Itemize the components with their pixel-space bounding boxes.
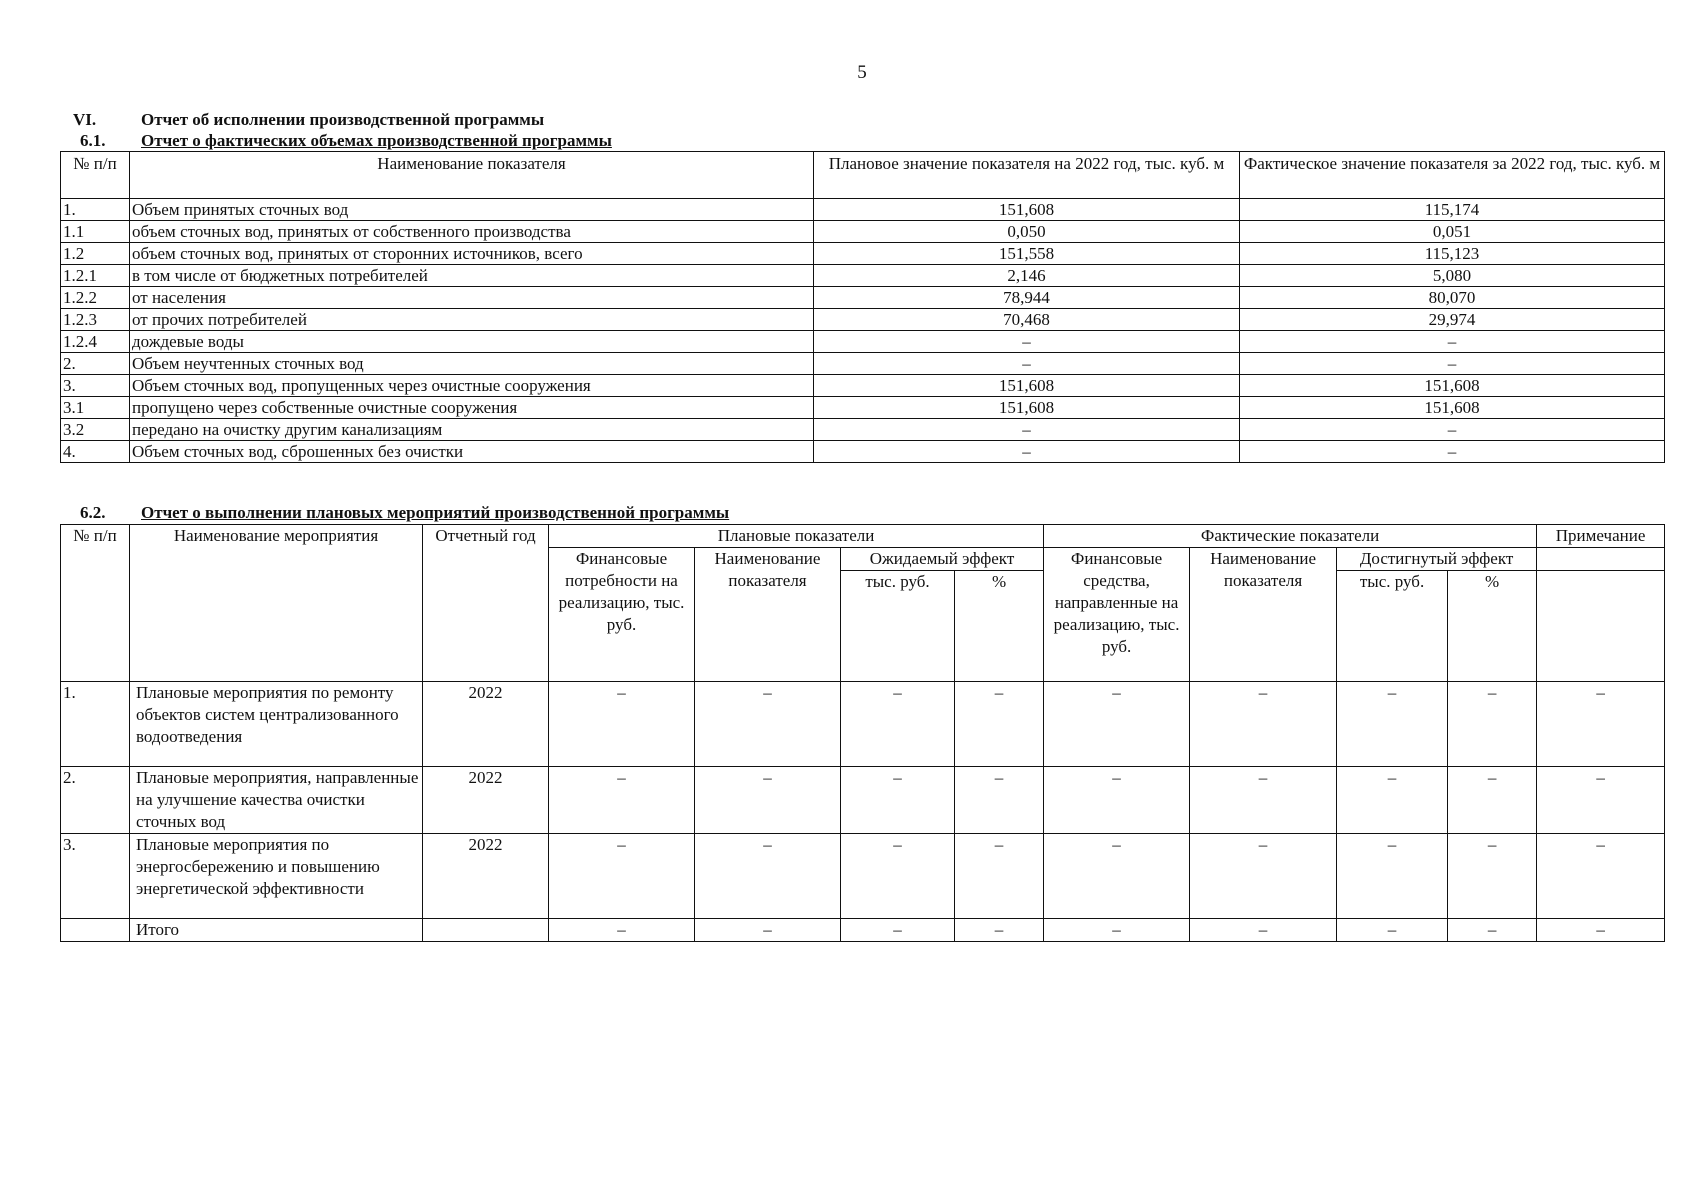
table-row bbox=[61, 834, 1665, 919]
actual-value: 151,608 bbox=[1240, 397, 1665, 419]
row-number: 1.1 bbox=[61, 221, 130, 243]
actual-value: 0,051 bbox=[1240, 221, 1665, 243]
section-number: VI. bbox=[73, 110, 97, 129]
planned-financing: – bbox=[549, 919, 695, 942]
subsection-title: Отчет о фактических объемах производственной программы bbox=[141, 131, 612, 150]
indicator-name: Объем сточных вод, пропущенных через очистные сооружения bbox=[130, 375, 814, 397]
indicator-name: пропущено через собственные очистные сооружения bbox=[130, 397, 814, 419]
row-number: 3. bbox=[61, 375, 130, 397]
actual-volumes-table bbox=[60, 151, 1665, 463]
table-row bbox=[61, 353, 1665, 375]
actual-financing: – bbox=[1044, 834, 1190, 919]
header-num: № п/п bbox=[61, 152, 130, 199]
planned-indicator-name: – bbox=[695, 767, 841, 834]
table-row bbox=[61, 767, 1665, 834]
plan-value: – bbox=[814, 441, 1240, 463]
expected-effect-pct: – bbox=[955, 767, 1044, 834]
plan-value: 78,944 bbox=[814, 287, 1240, 309]
header-actual-indicator-name: Наименование показателя bbox=[1190, 548, 1337, 682]
indicator-name: передано на очистку другим канализациям bbox=[130, 419, 814, 441]
header-actual-financing: Финансовые средства, направленные на реализацию, тыс. руб. bbox=[1044, 548, 1190, 682]
report-year: 2022 bbox=[423, 767, 549, 834]
indicator-name: от населения bbox=[130, 287, 814, 309]
indicator-name: объем сточных вод, принятых от собственного производства bbox=[130, 221, 814, 243]
section-title: Отчет об исполнении производственной программы bbox=[141, 110, 545, 129]
actual-indicator-name: – bbox=[1190, 767, 1337, 834]
header-expected-pct: % bbox=[955, 571, 1044, 682]
planned-financing: – bbox=[549, 682, 695, 767]
actual-value: – bbox=[1240, 441, 1665, 463]
header-achieved-effect: Достигнутый эффект bbox=[1337, 548, 1537, 571]
section-heading bbox=[73, 110, 544, 130]
row-number: 1.2.4 bbox=[61, 331, 130, 353]
header-num: № п/п bbox=[61, 525, 130, 682]
actual-value: 151,608 bbox=[1240, 375, 1665, 397]
expected-effect-pct: – bbox=[955, 834, 1044, 919]
row-number: 3.1 bbox=[61, 397, 130, 419]
page-number: 5 bbox=[857, 62, 867, 83]
header-actual-value: Фактическое значение показателя за 2022 год, тыс. куб. м bbox=[1240, 152, 1665, 199]
table-row bbox=[61, 243, 1665, 265]
header-report-year: Отчетный год bbox=[423, 525, 549, 682]
row-number: 1.2.3 bbox=[61, 309, 130, 331]
row-number: 1.2.2 bbox=[61, 287, 130, 309]
plan-value: 151,608 bbox=[814, 199, 1240, 221]
measure-name: Плановые мероприятия, направленные на улучшение качества очистки сточных вод bbox=[130, 767, 423, 834]
plan-value: 2,146 bbox=[814, 265, 1240, 287]
expected-effect-rub: – bbox=[841, 682, 955, 767]
actual-value: 115,174 bbox=[1240, 199, 1665, 221]
plan-value: 0,050 bbox=[814, 221, 1240, 243]
row-number: 2. bbox=[61, 767, 130, 834]
actual-financing: – bbox=[1044, 767, 1190, 834]
table-row bbox=[61, 309, 1665, 331]
table-row bbox=[61, 419, 1665, 441]
table-header-row bbox=[61, 152, 1665, 199]
actual-value: 80,070 bbox=[1240, 287, 1665, 309]
achieved-effect-rub: – bbox=[1337, 767, 1448, 834]
plan-value: 151,558 bbox=[814, 243, 1240, 265]
measure-name: Итого bbox=[130, 919, 423, 942]
measure-name: Плановые мероприятия по ремонту объектов систем централизованного водоотведения bbox=[130, 682, 423, 767]
note: – bbox=[1537, 682, 1665, 767]
expected-effect-rub: – bbox=[841, 919, 955, 942]
subsection-number: 6.1. bbox=[80, 131, 106, 150]
header-note: Примечание bbox=[1537, 525, 1665, 548]
indicator-name: в том числе от бюджетных потребителей bbox=[130, 265, 814, 287]
expected-effect-pct: – bbox=[955, 682, 1044, 767]
table-row bbox=[61, 682, 1665, 767]
report-year bbox=[423, 919, 549, 942]
actual-value: 29,974 bbox=[1240, 309, 1665, 331]
subsection-heading-6-1 bbox=[80, 131, 612, 151]
table-header-row bbox=[61, 525, 1665, 548]
expected-effect-pct: – bbox=[955, 919, 1044, 942]
planned-measures-table bbox=[60, 524, 1665, 942]
indicator-name: дождевые воды bbox=[130, 331, 814, 353]
planned-indicator-name: – bbox=[695, 919, 841, 942]
table-row bbox=[61, 331, 1665, 353]
header-actual-indicators: Фактические показатели bbox=[1044, 525, 1537, 548]
achieved-effect-pct: – bbox=[1448, 919, 1537, 942]
note: – bbox=[1537, 919, 1665, 942]
header-planned-indicators: Плановые показатели bbox=[549, 525, 1044, 548]
header-note-blank bbox=[1537, 571, 1665, 682]
table-row bbox=[61, 397, 1665, 419]
report-year: 2022 bbox=[423, 834, 549, 919]
header-planned-financing: Финансовые потребности на реализацию, тыс. руб. bbox=[549, 548, 695, 682]
note: – bbox=[1537, 834, 1665, 919]
expected-effect-rub: – bbox=[841, 834, 955, 919]
header-planned-indicator-name: Наименование показателя bbox=[695, 548, 841, 682]
row-number: 1.2 bbox=[61, 243, 130, 265]
actual-value: – bbox=[1240, 331, 1665, 353]
planned-indicator-name: – bbox=[695, 682, 841, 767]
planned-financing: – bbox=[549, 767, 695, 834]
measure-name: Плановые мероприятия по энергосбережению и повышению энергетической эффективности bbox=[130, 834, 423, 919]
plan-value: 70,468 bbox=[814, 309, 1240, 331]
total-row bbox=[61, 919, 1665, 942]
achieved-effect-rub: – bbox=[1337, 682, 1448, 767]
actual-value: 5,080 bbox=[1240, 265, 1665, 287]
header-expected-rub: тыс. руб. bbox=[841, 571, 955, 682]
plan-value: – bbox=[814, 353, 1240, 375]
table-row bbox=[61, 375, 1665, 397]
row-number: 3.2 bbox=[61, 419, 130, 441]
planned-financing: – bbox=[549, 834, 695, 919]
header-expected-effect: Ожидаемый эффект bbox=[841, 548, 1044, 571]
achieved-effect-rub: – bbox=[1337, 834, 1448, 919]
achieved-effect-pct: – bbox=[1448, 834, 1537, 919]
table-row bbox=[61, 441, 1665, 463]
expected-effect-rub: – bbox=[841, 767, 955, 834]
indicator-name: объем сточных вод, принятых от сторонних источников, всего bbox=[130, 243, 814, 265]
subsection-title: Отчет о выполнении плановых мероприятий производственной программы bbox=[141, 503, 730, 522]
header-measure-name: Наименование мероприятия bbox=[130, 525, 423, 682]
achieved-effect-pct: – bbox=[1448, 767, 1537, 834]
actual-financing: – bbox=[1044, 919, 1190, 942]
actual-indicator-name: – bbox=[1190, 919, 1337, 942]
actual-value: – bbox=[1240, 353, 1665, 375]
indicator-name: Объем сточных вод, сброшенных без очистки bbox=[130, 441, 814, 463]
actual-value: 115,123 bbox=[1240, 243, 1665, 265]
indicator-name: Объем принятых сточных вод bbox=[130, 199, 814, 221]
header-achieved-pct: % bbox=[1448, 571, 1537, 682]
indicator-name: Объем неучтенных сточных вод bbox=[130, 353, 814, 375]
row-number: 1.2.1 bbox=[61, 265, 130, 287]
actual-indicator-name: – bbox=[1190, 682, 1337, 767]
actual-indicator-name: – bbox=[1190, 834, 1337, 919]
note: – bbox=[1537, 767, 1665, 834]
header-indicator-name: Наименование показателя bbox=[130, 152, 814, 199]
row-number: 2. bbox=[61, 353, 130, 375]
header-plan-value: Плановое значение показателя на 2022 год, тыс. куб. м bbox=[814, 152, 1240, 199]
row-number: 1. bbox=[61, 199, 130, 221]
plan-value: – bbox=[814, 331, 1240, 353]
header-achieved-rub: тыс. руб. bbox=[1337, 571, 1448, 682]
plan-value: – bbox=[814, 419, 1240, 441]
row-number: 1. bbox=[61, 682, 130, 767]
plan-value: 151,608 bbox=[814, 397, 1240, 419]
table-row bbox=[61, 221, 1665, 243]
actual-financing: – bbox=[1044, 682, 1190, 767]
row-number: 3. bbox=[61, 834, 130, 919]
subsection-number: 6.2. bbox=[80, 503, 106, 522]
row-number: 4. bbox=[61, 441, 130, 463]
achieved-effect-pct: – bbox=[1448, 682, 1537, 767]
actual-value: – bbox=[1240, 419, 1665, 441]
header-note-blank bbox=[1537, 548, 1665, 571]
table-row bbox=[61, 265, 1665, 287]
achieved-effect-rub: – bbox=[1337, 919, 1448, 942]
indicator-name: от прочих потребителей bbox=[130, 309, 814, 331]
report-year: 2022 bbox=[423, 682, 549, 767]
planned-indicator-name: – bbox=[695, 834, 841, 919]
plan-value: 151,608 bbox=[814, 375, 1240, 397]
row-number bbox=[61, 919, 130, 942]
subsection-heading-6-2 bbox=[80, 503, 729, 523]
table-row bbox=[61, 199, 1665, 221]
table-row bbox=[61, 287, 1665, 309]
